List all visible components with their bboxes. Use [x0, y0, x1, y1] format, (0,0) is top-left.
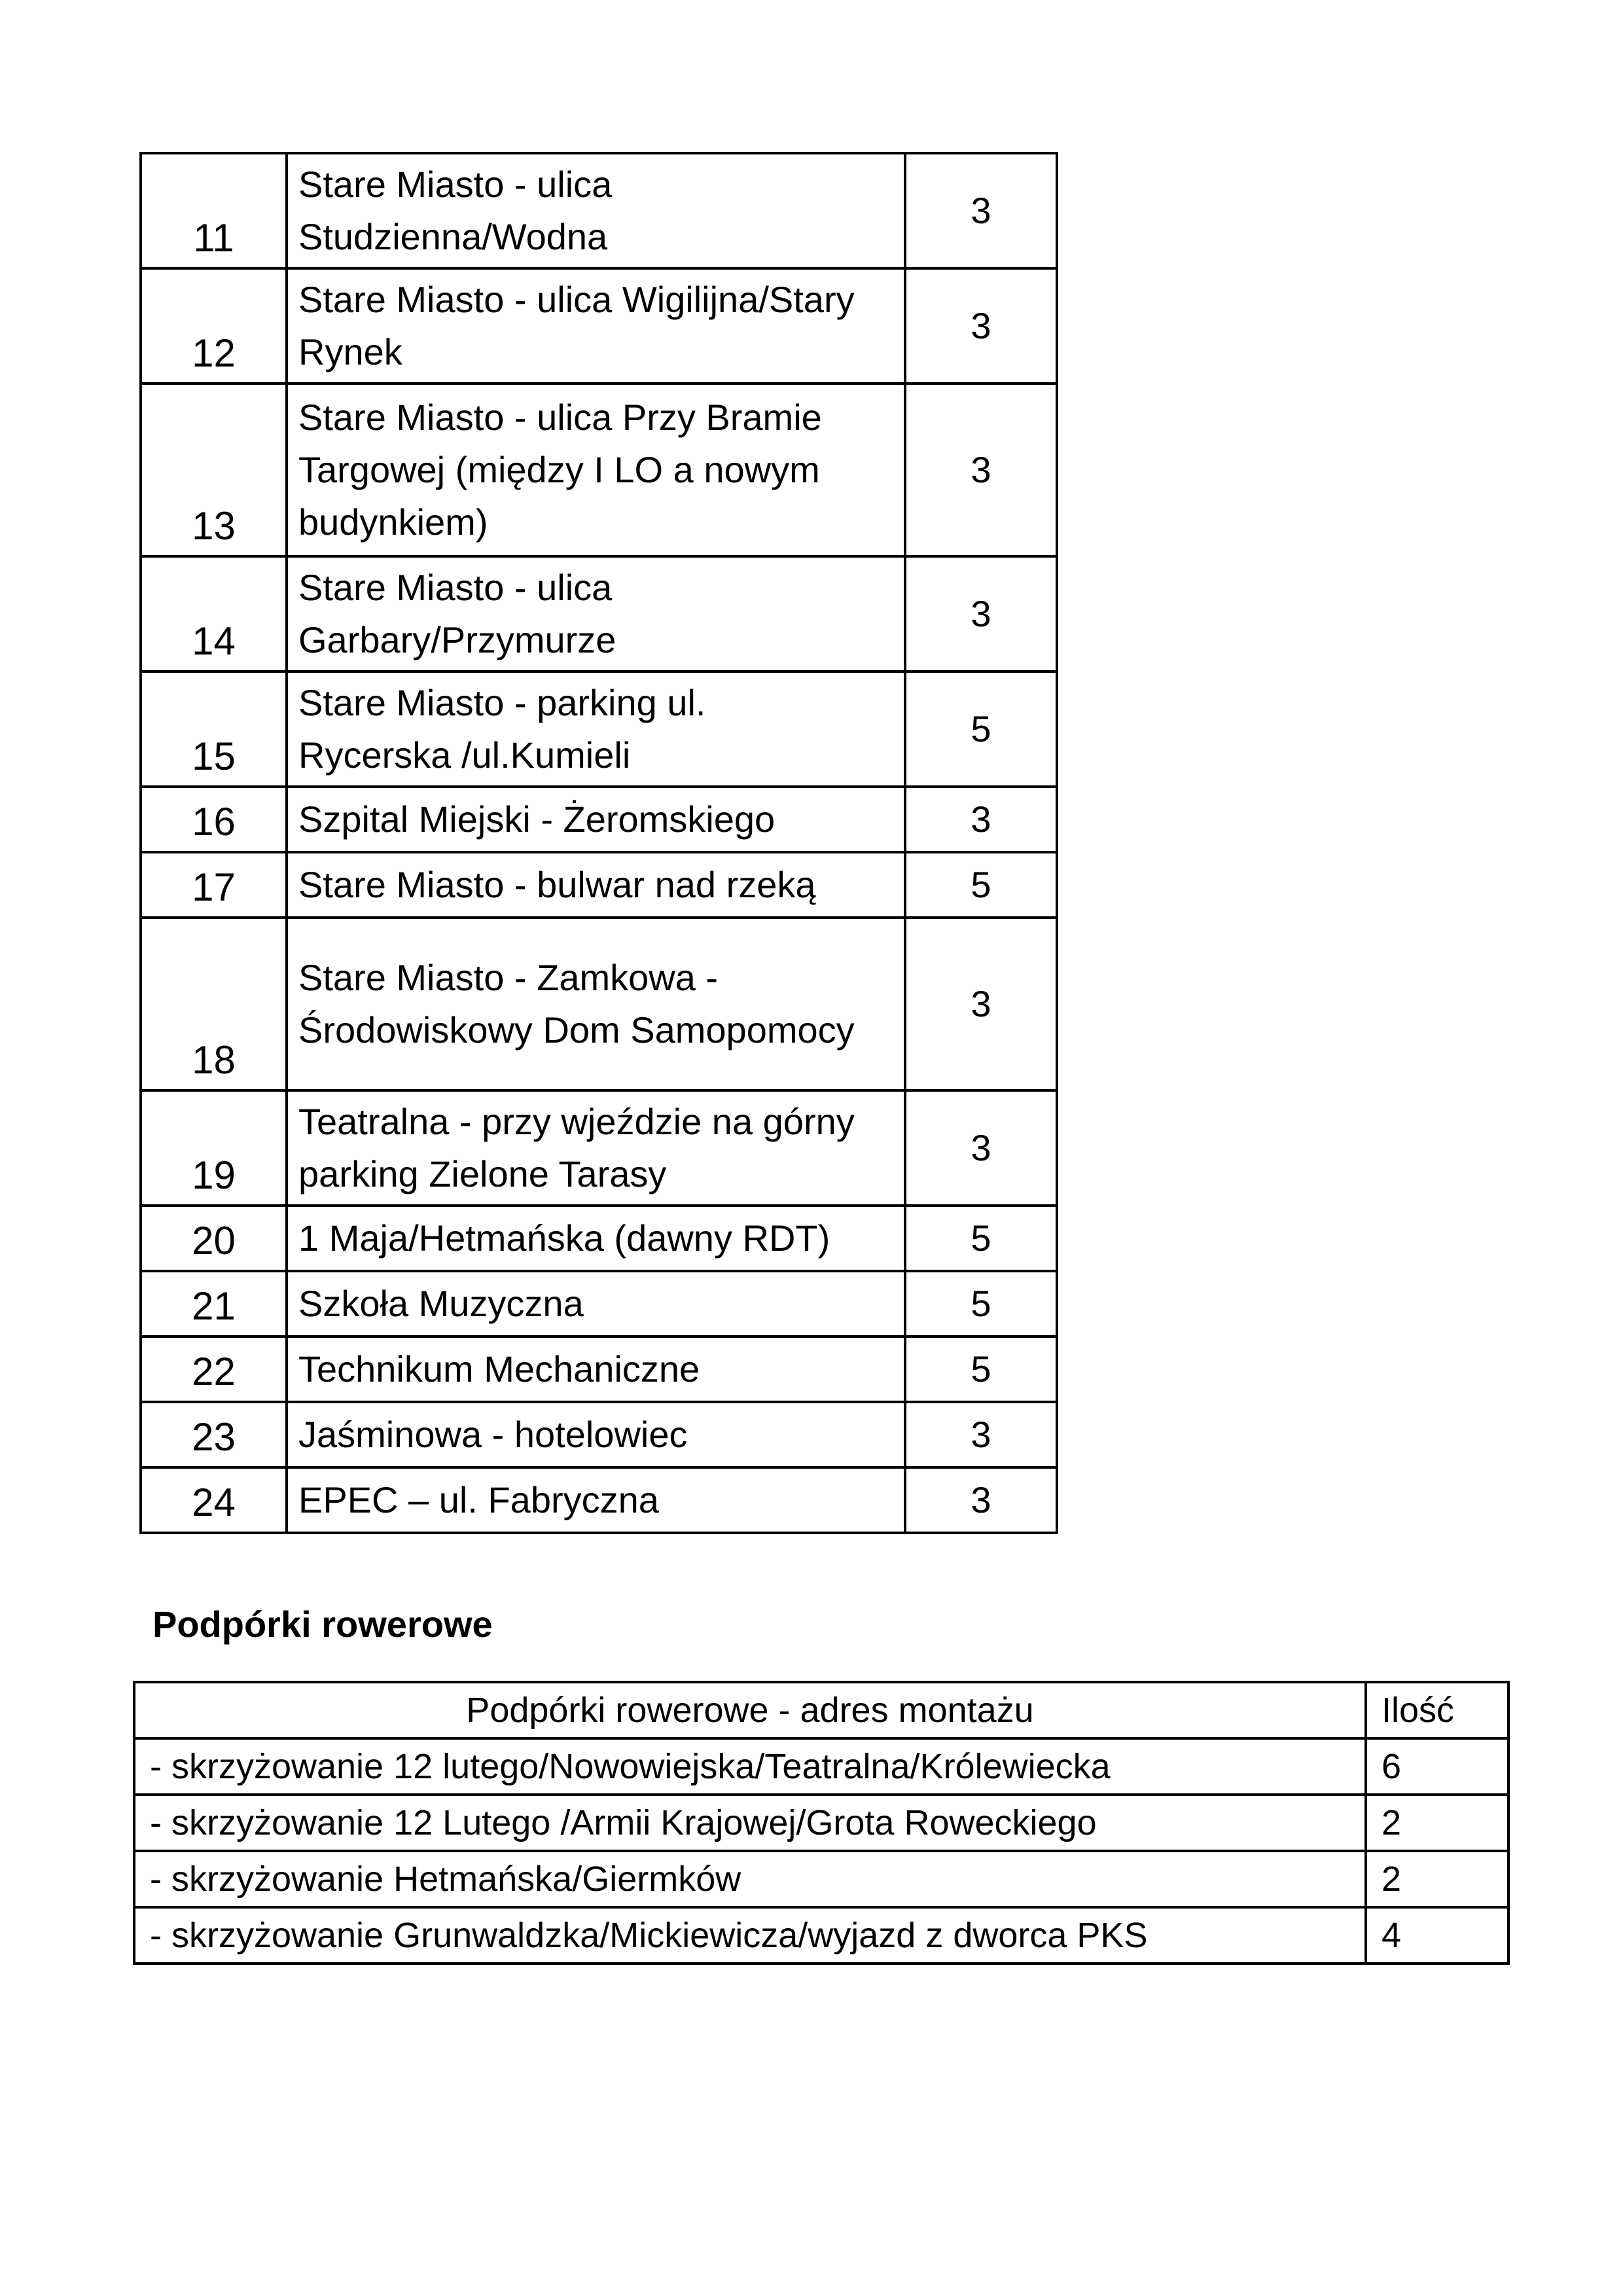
- location-line: Jaśminowa - hotelowiec: [298, 1414, 688, 1455]
- location-line: Studzienna/Wodna: [298, 216, 608, 257]
- location-line: EPEC – ul. Fabryczna: [298, 1479, 659, 1520]
- quantity-cell: 5: [905, 1206, 1057, 1271]
- row-number: 14: [141, 556, 287, 672]
- table-row: [141, 268, 1057, 384]
- address-cell: - skrzyżowanie 12 Lutego /Armii Krajowej/Grota Roweckiego: [134, 1795, 1366, 1851]
- location-cell: [287, 672, 905, 787]
- column-header-count: Ilość: [1366, 1682, 1508, 1738]
- quantity-cell: 3: [905, 1402, 1057, 1467]
- quantity-cell: 3: [905, 1467, 1057, 1533]
- location-line: Stare Miasto - ulica: [298, 164, 613, 205]
- count-cell: 2: [1366, 1851, 1508, 1907]
- location-line: 1 Maja/Hetmańska (dawny RDT): [298, 1217, 830, 1259]
- table-row: [141, 1336, 1057, 1402]
- column-header-address: Podpórki rowerowe - adres montażu: [134, 1682, 1366, 1738]
- row-number: 11: [141, 153, 287, 268]
- table-row: [141, 852, 1057, 918]
- table-row: [141, 1467, 1057, 1533]
- quantity-cell: 3: [905, 268, 1057, 384]
- table-row: [141, 672, 1057, 787]
- quantity-cell: 5: [905, 852, 1057, 918]
- table-row: [141, 918, 1057, 1090]
- table-row: [141, 384, 1057, 556]
- table-row: [141, 1090, 1057, 1206]
- location-cell: [287, 384, 905, 556]
- table-row: [134, 1851, 1508, 1907]
- location-line: Targowej (między I LO a nowym: [298, 449, 820, 490]
- address-cell: - skrzyżowanie 12 lutego/Nowowiejska/Teatralna/Królewiecka: [134, 1738, 1366, 1795]
- row-number: 22: [141, 1336, 287, 1402]
- row-number: 12: [141, 268, 287, 384]
- table-row: [141, 153, 1057, 268]
- row-number: 20: [141, 1206, 287, 1271]
- quantity-cell: 3: [905, 918, 1057, 1090]
- quantity-cell: 3: [905, 1090, 1057, 1206]
- location-cell: [287, 268, 905, 384]
- location-line: Stare Miasto - parking ul.: [298, 682, 706, 723]
- location-line: Rynek: [298, 331, 402, 372]
- table-row: [141, 787, 1057, 852]
- row-number: 21: [141, 1271, 287, 1336]
- address-cell: - skrzyżowanie Grunwaldzka/Mickiewicza/wyjazd z dworca PKS: [134, 1907, 1366, 1964]
- table-row: [141, 1271, 1057, 1336]
- location-cell: [287, 1467, 905, 1533]
- count-cell: 2: [1366, 1795, 1508, 1851]
- location-line: budynkiem): [298, 501, 488, 543]
- location-line: Stare Miasto - ulica Przy Bramie: [298, 397, 822, 438]
- row-number: 19: [141, 1090, 287, 1206]
- address-cell: - skrzyżowanie Hetmańska/Giermków: [134, 1851, 1366, 1907]
- row-number: 15: [141, 672, 287, 787]
- quantity-cell: 5: [905, 1336, 1057, 1402]
- quantity-cell: 5: [905, 672, 1057, 787]
- row-number: 18: [141, 918, 287, 1090]
- row-number: 13: [141, 384, 287, 556]
- table-row: [141, 556, 1057, 672]
- row-number: 23: [141, 1402, 287, 1467]
- row-number: 16: [141, 787, 287, 852]
- table-row: [141, 1206, 1057, 1271]
- location-line: Stare Miasto - ulica Wigilijna/Stary: [298, 279, 855, 320]
- table-row: [134, 1795, 1508, 1851]
- location-line: Stare Miasto - Zamkowa -: [298, 957, 719, 998]
- location-cell: [287, 1336, 905, 1402]
- location-line: Rycerska /ul.Kumieli: [298, 734, 631, 776]
- row-number: 17: [141, 852, 287, 918]
- location-cell: [287, 1206, 905, 1271]
- location-cell: [287, 153, 905, 268]
- location-line: Środowiskowy Dom Samopomocy: [298, 1009, 855, 1050]
- locations-table: [139, 152, 1058, 1534]
- count-cell: 4: [1366, 1907, 1508, 1964]
- location-line: Garbary/Przymurze: [298, 619, 616, 660]
- location-line: Teatralna - przy wjeździe na górny: [298, 1101, 855, 1142]
- location-cell: [287, 1402, 905, 1467]
- location-cell: [287, 556, 905, 672]
- location-line: parking Zielone Tarasy: [298, 1153, 667, 1194]
- quantity-cell: 3: [905, 153, 1057, 268]
- table-row: [134, 1907, 1508, 1964]
- table-header-row: [134, 1682, 1508, 1738]
- bike-racks-table: [133, 1681, 1510, 1965]
- location-line: Technikum Mechaniczne: [298, 1348, 700, 1390]
- quantity-cell: 3: [905, 787, 1057, 852]
- quantity-cell: 3: [905, 384, 1057, 556]
- table-row: [141, 1402, 1057, 1467]
- location-cell: [287, 787, 905, 852]
- location-cell: [287, 918, 905, 1090]
- location-line: Stare Miasto - ulica: [298, 567, 613, 608]
- table-row: [134, 1738, 1508, 1795]
- location-cell: [287, 1271, 905, 1336]
- row-number: 24: [141, 1467, 287, 1533]
- location-line: Szkoła Muzyczna: [298, 1283, 584, 1324]
- location-line: Stare Miasto - bulwar nad rzeką: [298, 864, 816, 905]
- section-heading: Podpórki rowerowe: [152, 1604, 493, 1645]
- location-line: Szpital Miejski - Żeromskiego: [298, 798, 776, 840]
- location-cell: [287, 852, 905, 918]
- quantity-cell: 5: [905, 1271, 1057, 1336]
- count-cell: 6: [1366, 1738, 1508, 1795]
- quantity-cell: 3: [905, 556, 1057, 672]
- location-cell: [287, 1090, 905, 1206]
